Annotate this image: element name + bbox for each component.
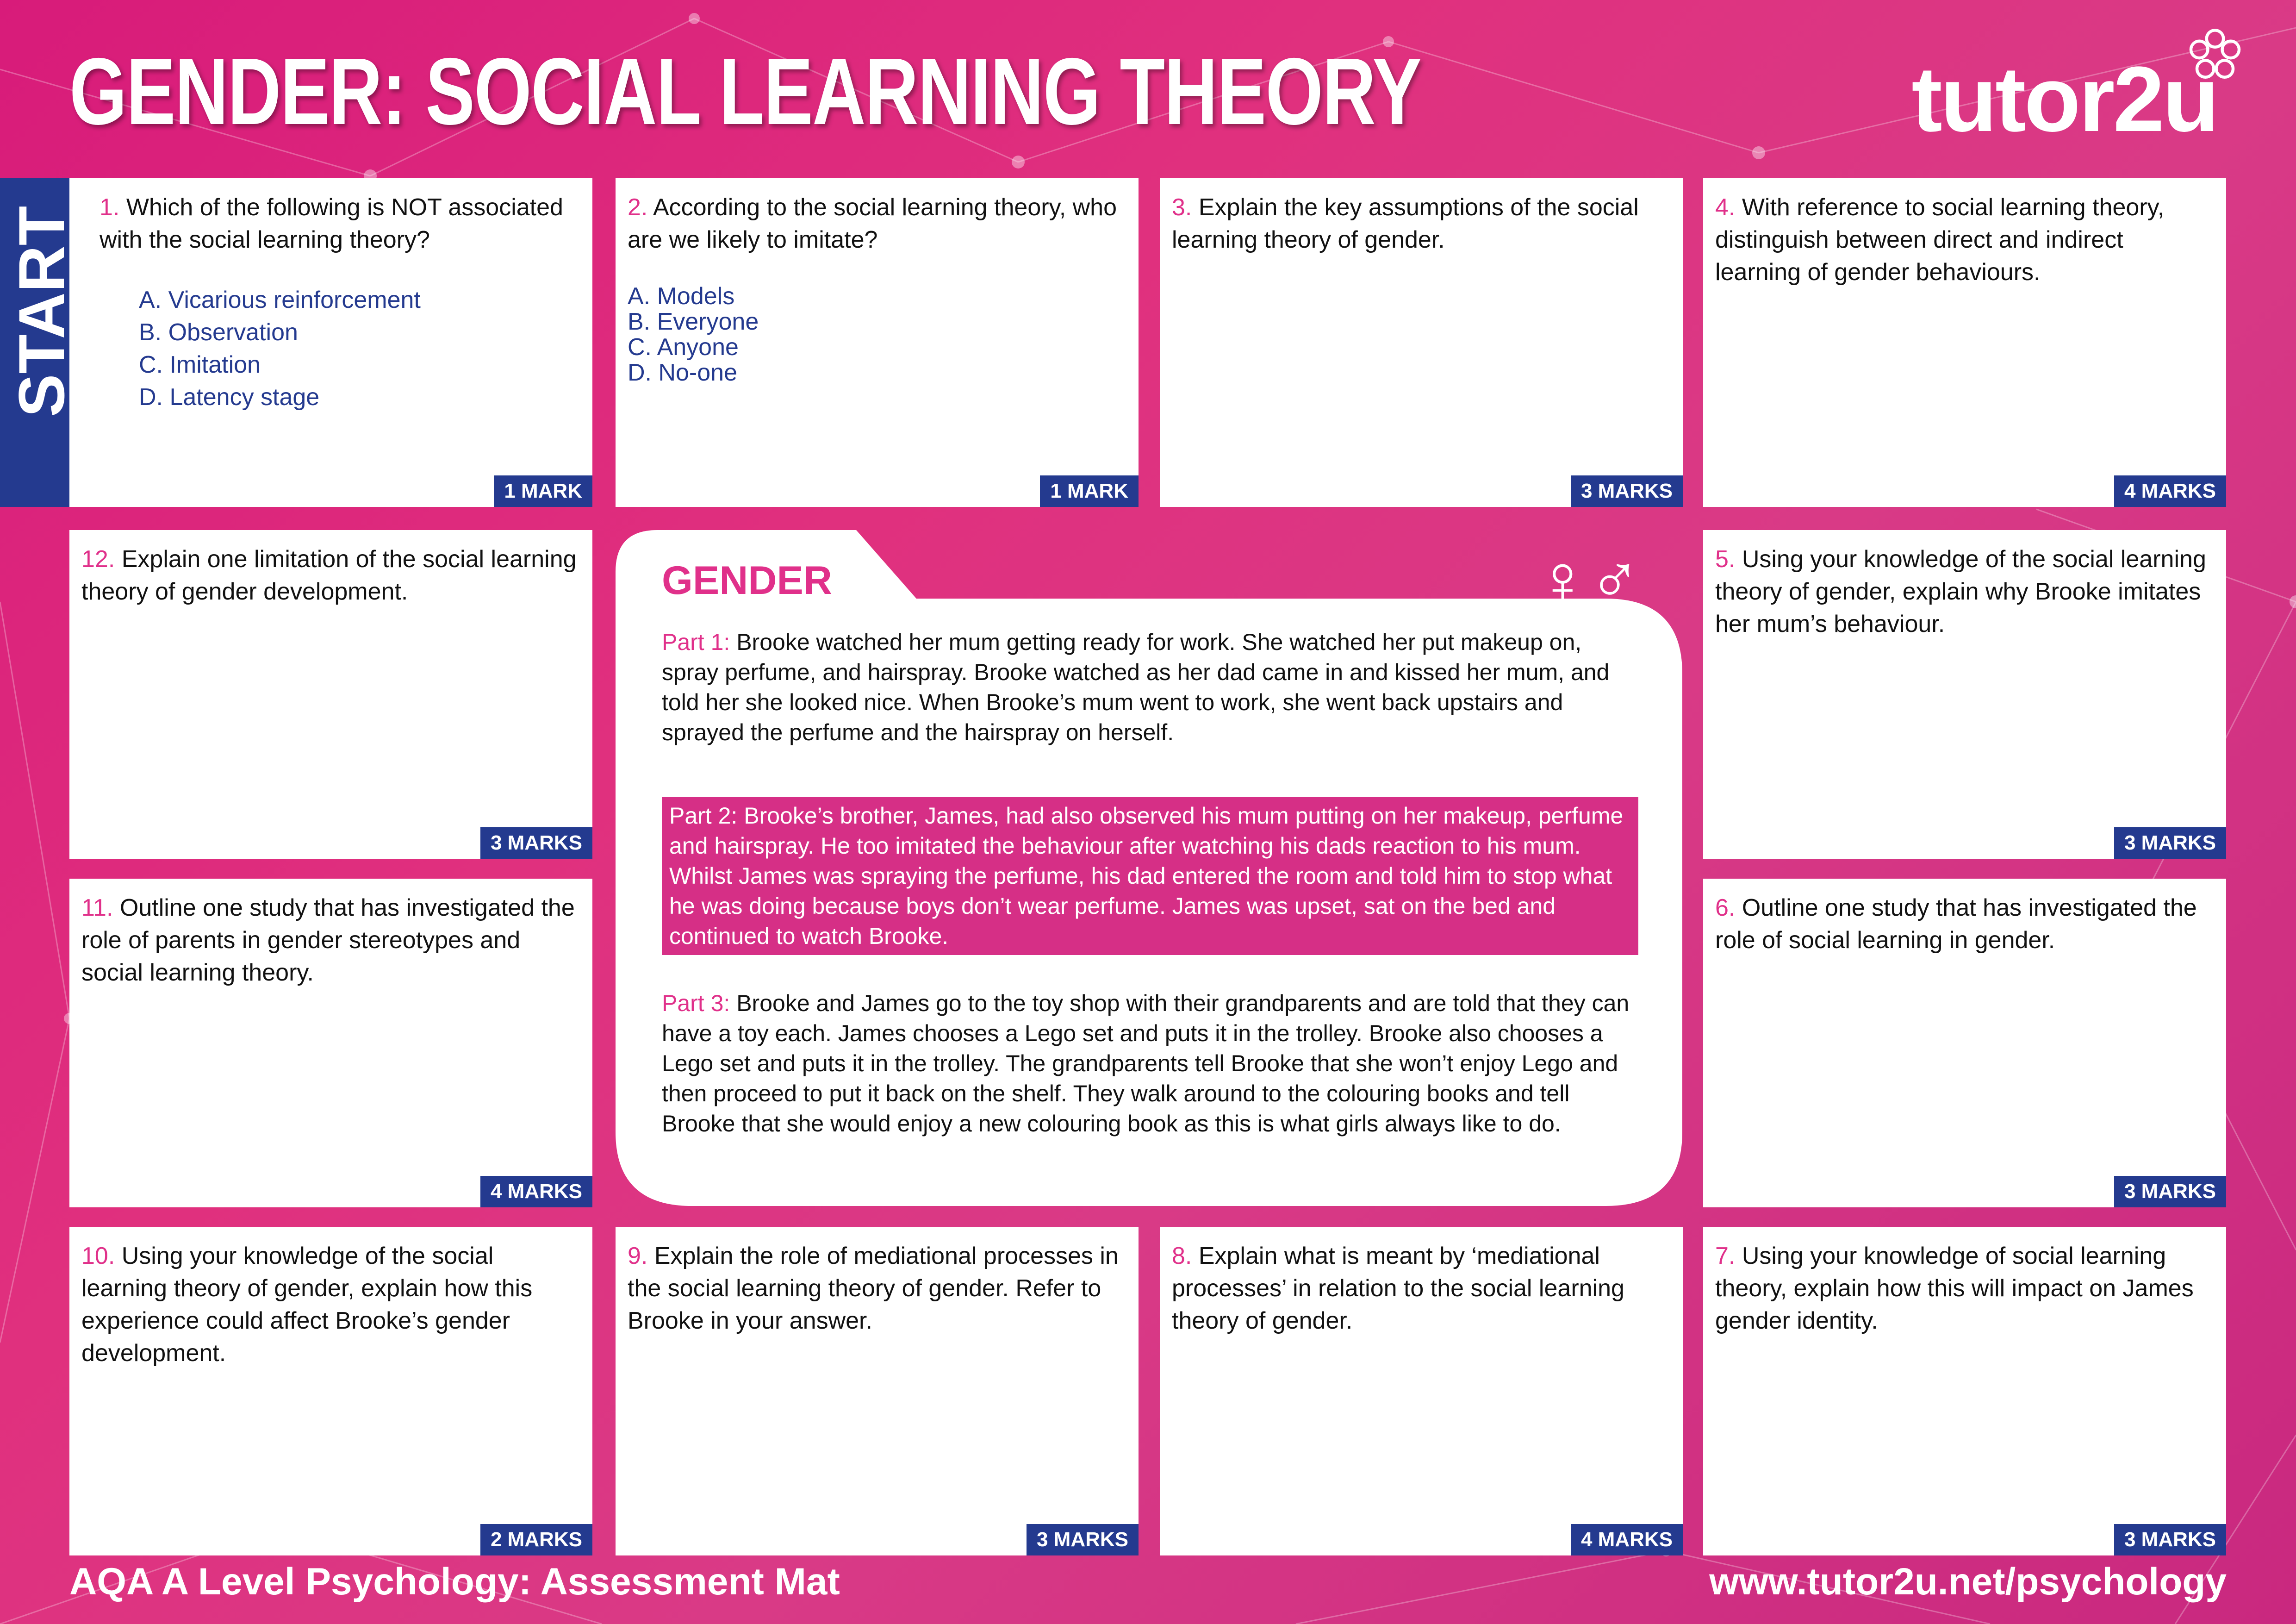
option-c[interactable]: C. Anyone [628, 334, 739, 361]
marks-badge: 3 MARKS [1027, 1524, 1139, 1555]
question-card-4[interactable] [1703, 178, 2226, 507]
question-text: 4. With reference to social learning theory, distinguish between direct and indirect learning of gender behaviours. [1715, 194, 2165, 286]
marks-badge: 3 MARKS [2114, 827, 2226, 859]
question-text: 5. Using your knowledge of the social learning theory of gender, explain why Brooke imitates her mum’s behaviour. [1715, 546, 2206, 637]
question-card-2[interactable] [616, 178, 1139, 507]
question-card-6[interactable] [1703, 879, 2226, 1207]
option-a[interactable]: A. Models [628, 283, 735, 310]
question-text: 3. Explain the key assumptions of the social learning theory of gender. [1172, 194, 1639, 253]
question-text: 11. Outline one study that has investigated the role of parents in gender stereotypes and social learning theory. [81, 894, 575, 986]
question-card-10[interactable] [69, 1227, 592, 1555]
question-card-11[interactable] [69, 879, 592, 1207]
question-text: 1. Which of the following is NOT associated with the social learning theory? [100, 194, 563, 253]
question-card-3[interactable] [1160, 178, 1683, 507]
marks-badge: 3 MARKS [480, 827, 592, 859]
marks-badge: 3 MARKS [2114, 1176, 2226, 1207]
marks-badge: 2 MARKS [480, 1524, 592, 1555]
question-text: 12. Explain one limitation of the social learning theory of gender development. [81, 546, 577, 605]
marks-badge: 3 MARKS [1571, 475, 1683, 507]
question-card-12[interactable] [69, 530, 592, 859]
question-text: 7. Using your knowledge of social learning theory, explain how this will impact on James gender identity. [1715, 1243, 2194, 1334]
scenario-heading: GENDER [662, 558, 832, 603]
question-card-1[interactable] [69, 178, 592, 507]
tutor2u-logo: tutor2u [1911, 48, 2217, 151]
options-list [628, 284, 1126, 386]
page-title: GENDER: SOCIAL LEARNING THEORY [69, 38, 1421, 144]
marks-badge: 4 MARKS [480, 1176, 592, 1207]
option-d[interactable]: D. Latency stage [139, 384, 320, 411]
gender-symbols-icon: ♀♂ [1537, 540, 1641, 618]
question-text: 6. Outline one study that has investigated the role of social learning in gender. [1715, 894, 2197, 954]
marks-badge: 1 MARK [1040, 475, 1139, 507]
scenario-part-2: Part 2: Brooke’s brother, James, had also observed his mum putting on her makeup, perfume and hairspray. He too imitated the behaviour after watching his dads reaction to his mum. Whilst James was spraying the perfume, his dad entered the room and told him to stop what he was doing because boys don’t wear perfume. James was upset, sat on the bed and continued to watch Brooke. [662, 797, 1638, 955]
question-card-7[interactable] [1703, 1227, 2226, 1555]
scenario-panel [616, 530, 1682, 1206]
option-a[interactable]: A. Vicarious reinforcement [139, 287, 421, 313]
option-c[interactable]: C. Imitation [139, 351, 261, 378]
question-text: 10. Using your knowledge of the social learning theory of gender, explain how this experience could affect Brooke’s gender development. [81, 1243, 533, 1367]
question-text: 2. According to the social learning theory, who are we likely to imitate? [628, 194, 1117, 253]
options-list [100, 284, 580, 413]
start-label [4, 315, 79, 417]
question-text: 8. Explain what is meant by ‘mediational processes’ in relation to the social learning theory of gender. [1172, 1243, 1624, 1334]
footer-course-label: AQA A Level Psychology: Assessment Mat [69, 1561, 840, 1603]
footer-website-link[interactable]: www.tutor2u.net/psychology [1709, 1561, 2227, 1603]
option-d[interactable]: D. No-one [628, 359, 737, 386]
option-b[interactable]: B. Observation [139, 319, 298, 346]
marks-badge: 4 MARKS [2114, 475, 2226, 507]
scenario-part-1: Part 1: Brooke watched her mum getting ready for work. She watched her put makeup on, spray perfume, and hairspray. Brooke watched as her dad came in and kissed her mum, and told her she looked nice. When Brooke’s mum went to work, she went back upstairs and sprayed the perfume and the hairspray on herself. [662, 629, 1610, 745]
marks-badge: 3 MARKS [2114, 1524, 2226, 1555]
marks-badge: 4 MARKS [1571, 1524, 1683, 1555]
question-text: 9. Explain the role of mediational processes in the social learning theory of gender. Refer to Brooke in your answer. [628, 1243, 1119, 1334]
question-card-8[interactable] [1160, 1227, 1683, 1555]
marks-badge: 1 MARK [494, 475, 592, 507]
flower-icon [2185, 25, 2245, 86]
question-card-5[interactable] [1703, 530, 2226, 859]
question-card-9[interactable] [616, 1227, 1139, 1555]
scenario-part-3: Part 3: Brooke and James go to the toy shop with their grandparents and are told that they can have a toy each. James chooses a Lego set and puts it in the trolley. Brooke also chooses a Lego set and puts it in the trolley. The grandparents tell Brooke that she won’t enjoy Lego and then proceed to put it back on the shelf. They walk around to the colouring books and tell Brooke that she would enjoy a new colouring book as this is what girls always like to do. [662, 990, 1630, 1137]
option-b[interactable]: B. Everyone [628, 308, 759, 335]
